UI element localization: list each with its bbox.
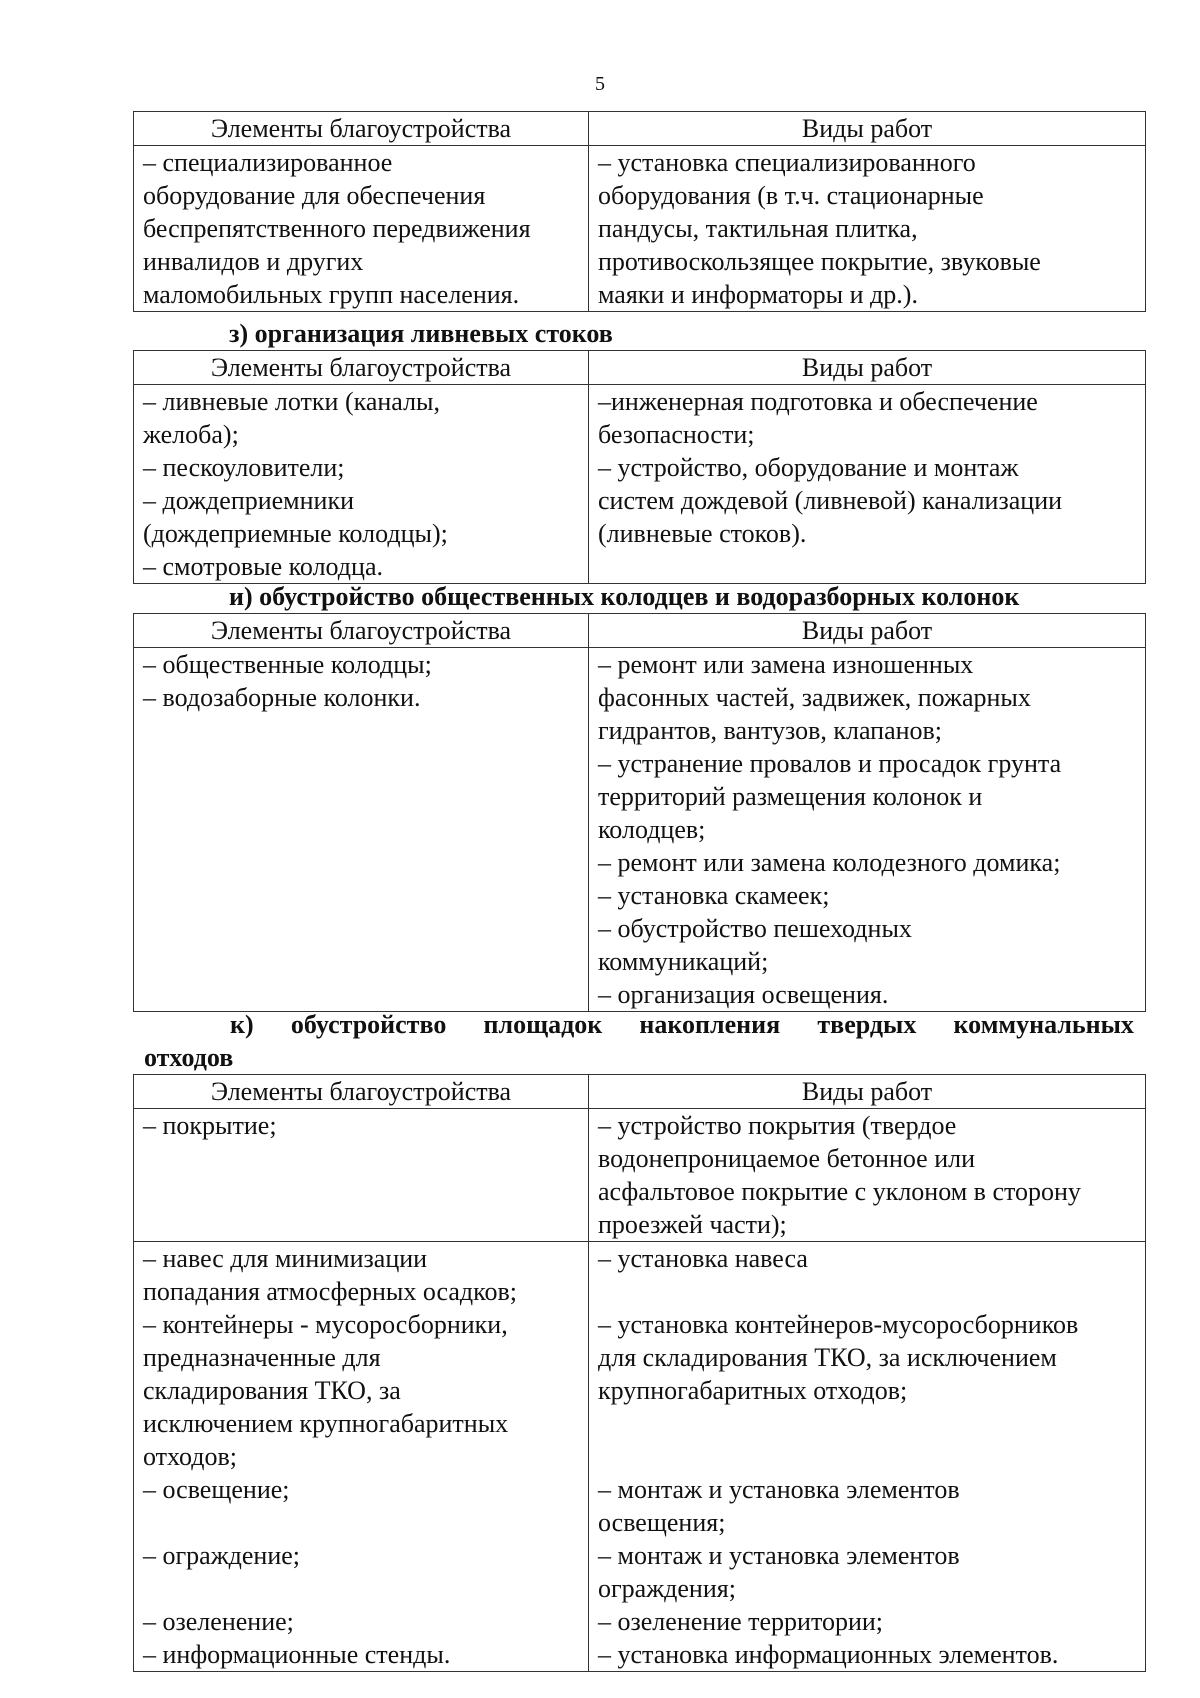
table-row bbox=[134, 146, 1146, 312]
table-row bbox=[134, 385, 1146, 584]
table-row bbox=[134, 648, 1146, 1012]
cell-line: – установка информационных элементов. bbox=[598, 1640, 1059, 1669]
cell-line: – установка навеса bbox=[598, 1244, 808, 1273]
cell-line: маломобильных групп населения. bbox=[143, 280, 520, 309]
cell-line: (дождеприемные колодцы); bbox=[143, 519, 448, 548]
column-header-elements: Элементы благоустройства bbox=[134, 351, 589, 385]
cell-line: – монтаж и установка элементов bbox=[598, 1475, 960, 1504]
table-header-row bbox=[134, 112, 1146, 146]
cell-line: – ремонт или замена изношенных bbox=[598, 650, 974, 679]
cell-line: – специализированное bbox=[143, 148, 393, 177]
section-heading-waste-sites bbox=[144, 1008, 1134, 1074]
cell-line: – установка специализированного bbox=[598, 148, 976, 177]
column-header-elements: Элементы благоустройства bbox=[134, 614, 589, 648]
cell-line: – озеленение; bbox=[143, 1607, 294, 1636]
table-storm-drains bbox=[133, 350, 1146, 584]
cell-line: водонепроницаемое бетонное или bbox=[598, 1144, 976, 1173]
cell-line: желоба); bbox=[143, 420, 239, 449]
cell-line: гидрантов, вантузов, клапанов; bbox=[598, 716, 943, 745]
cell-line: –инженерная подготовка и обеспечение bbox=[598, 387, 1038, 416]
cell-line: – освещение; bbox=[143, 1475, 290, 1504]
cell-line: исключением крупногабаритных bbox=[143, 1409, 509, 1438]
cell-line: – навес для минимизации bbox=[143, 1244, 428, 1273]
cell-works bbox=[589, 648, 1146, 1012]
cell-line: – контейнеры - мусоросборники, bbox=[143, 1310, 508, 1339]
cell-line: складирования ТКО, за bbox=[143, 1376, 401, 1405]
cell-line: – покрытие; bbox=[143, 1111, 277, 1140]
heading-word: твердых bbox=[817, 1010, 917, 1039]
cell-line: коммуникаций; bbox=[598, 947, 769, 976]
cell-elements bbox=[134, 1242, 589, 1672]
table-public-wells bbox=[133, 613, 1146, 1012]
cell-works bbox=[589, 1109, 1146, 1242]
cell-line: колодцев; bbox=[598, 815, 706, 844]
cell-line: пандусы, тактильная плитка, bbox=[598, 214, 918, 243]
cell-line: попадания атмосферных осадков; bbox=[143, 1277, 517, 1306]
column-header-elements: Элементы благоустройства bbox=[134, 1075, 589, 1109]
cell-line bbox=[598, 1275, 1136, 1308]
heading-word: обустройство bbox=[290, 1010, 447, 1039]
cell-line: отходов; bbox=[143, 1442, 238, 1471]
cell-line bbox=[143, 1506, 579, 1539]
cell-line: маяки и информаторы и др.). bbox=[598, 280, 918, 309]
cell-elements bbox=[134, 1109, 589, 1242]
table-header-row bbox=[134, 351, 1146, 385]
heading-line-1 bbox=[144, 1008, 1134, 1041]
heading-word: коммунальных bbox=[953, 1010, 1134, 1039]
cell-line: – ремонт или замена колодезного домика; bbox=[598, 848, 1061, 877]
table-header-row bbox=[134, 1075, 1146, 1109]
cell-line: – организация освещения. bbox=[598, 980, 889, 1009]
cell-line: оборудование для обеспечения bbox=[143, 181, 486, 210]
cell-line: – пескоуловители; bbox=[143, 453, 345, 482]
heading-word: площадок bbox=[483, 1010, 603, 1039]
cell-line: – обустройство пешеходных bbox=[598, 914, 912, 943]
cell-line: территорий размещения колонок и bbox=[598, 782, 983, 811]
table-row bbox=[134, 1109, 1146, 1242]
heading-word: накопления bbox=[639, 1010, 781, 1039]
cell-line: – установка скамеек; bbox=[598, 881, 830, 910]
cell-line: – дождеприемники bbox=[143, 486, 355, 515]
cell-line bbox=[598, 1407, 1136, 1440]
cell-line: (ливневые стоков). bbox=[598, 519, 807, 548]
cell-line: ограждения; bbox=[598, 1574, 736, 1603]
cell-line: фасонных частей, задвижек, пожарных bbox=[598, 683, 1031, 712]
cell-line: беспрепятственного передвижения bbox=[143, 214, 531, 243]
column-header-works: Виды работ bbox=[589, 351, 1146, 385]
column-header-works: Виды работ bbox=[589, 1075, 1146, 1109]
cell-line: – ограждение; bbox=[143, 1541, 301, 1570]
cell-works bbox=[589, 1242, 1146, 1672]
cell-line: предназначенные для bbox=[143, 1343, 381, 1372]
page-number: 5 bbox=[595, 73, 605, 95]
cell-line: крупногабаритных отходов; bbox=[598, 1376, 908, 1405]
heading-word: к) bbox=[230, 1010, 254, 1039]
cell-line: – водозаборные колонки. bbox=[143, 683, 421, 712]
cell-line: освещения; bbox=[598, 1508, 726, 1537]
table-waste-sites bbox=[133, 1074, 1146, 1672]
cell-line: – общественные колодцы; bbox=[143, 650, 432, 679]
column-header-works: Виды работ bbox=[589, 112, 1146, 146]
table-accessibility-equipment bbox=[133, 111, 1146, 312]
table-row bbox=[134, 1242, 1146, 1672]
cell-elements bbox=[134, 146, 589, 312]
cell-line: инвалидов и других bbox=[143, 247, 364, 276]
cell-line: – устранение провалов и просадок грунта bbox=[598, 749, 1062, 778]
column-header-works: Виды работ bbox=[589, 614, 1146, 648]
cell-elements bbox=[134, 385, 589, 584]
cell-line bbox=[143, 1572, 579, 1605]
cell-works bbox=[589, 146, 1146, 312]
cell-line: – ливневые лотки (каналы, bbox=[143, 387, 441, 416]
cell-line: – смотровые колодца. bbox=[143, 552, 383, 581]
cell-line: безопасности; bbox=[598, 420, 755, 449]
cell-line: – информационные стенды. bbox=[143, 1640, 451, 1669]
cell-works bbox=[589, 385, 1146, 584]
cell-line: – устройство покрытия (твердое bbox=[598, 1111, 957, 1140]
column-header-elements: Элементы благоустройства bbox=[134, 112, 589, 146]
cell-line: асфальтовое покрытие с уклоном в сторону bbox=[598, 1177, 1081, 1206]
table-header-row bbox=[134, 614, 1146, 648]
section-heading-storm-drains: з) организация ливневых стоков bbox=[229, 319, 613, 348]
cell-line: – монтаж и установка элементов bbox=[598, 1541, 960, 1570]
cell-line: – установка контейнеров-мусоросборников bbox=[598, 1310, 1079, 1339]
cell-line: для складирования ТКО, за исключением bbox=[598, 1343, 1057, 1372]
cell-line bbox=[598, 1440, 1136, 1473]
section-heading-public-wells: и) обустройство общественных колодцев и водоразборных колонок bbox=[229, 582, 1020, 611]
cell-line: систем дождевой (ливневой) канализации bbox=[598, 486, 1063, 515]
cell-line: противоскользящее покрытие, звуковые bbox=[598, 247, 1041, 276]
cell-line: – устройство, оборудование и монтаж bbox=[598, 453, 1019, 482]
cell-line: оборудования (в т.ч. стационарные bbox=[598, 181, 984, 210]
heading-line-2: отходов bbox=[144, 1043, 234, 1072]
cell-elements bbox=[134, 648, 589, 1012]
cell-line: проезжей части); bbox=[598, 1210, 787, 1239]
cell-line: – озеленение территории; bbox=[598, 1607, 884, 1636]
